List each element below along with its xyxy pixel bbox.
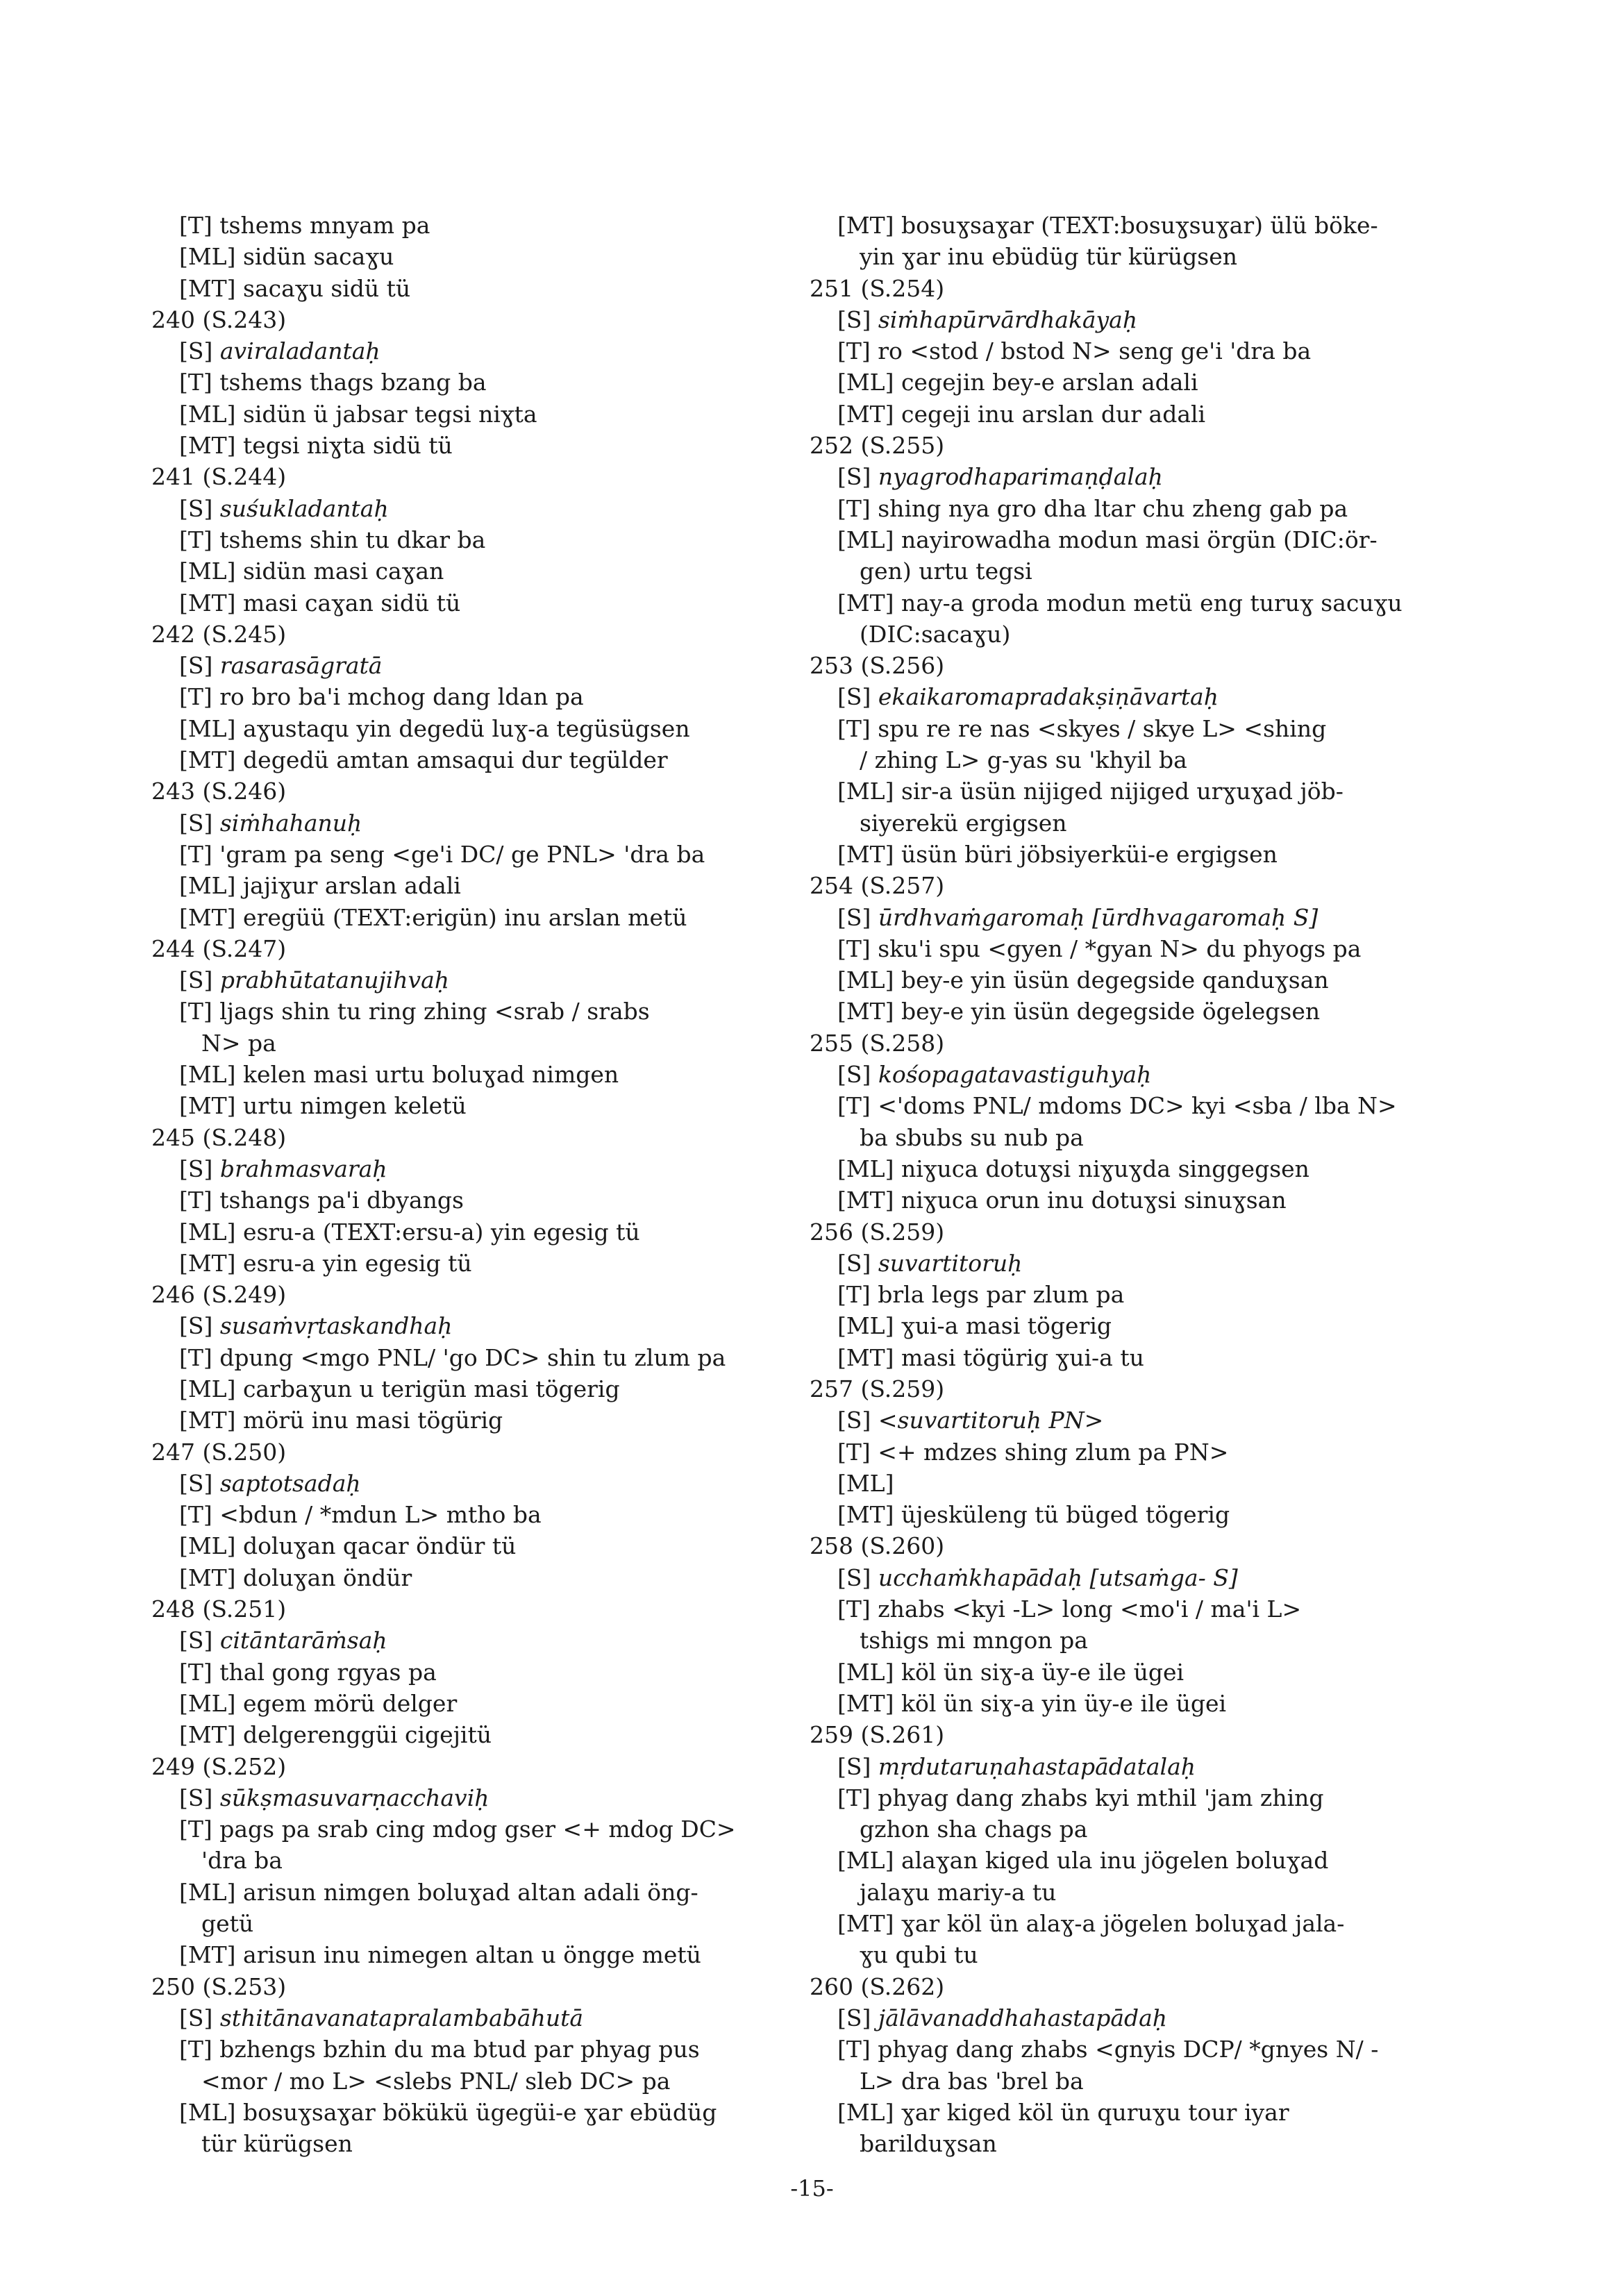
text-line: [MT] delgerenggüi cigejitü: [179, 1721, 492, 1749]
field-label: [S]: [179, 809, 220, 837]
text-line: [MT] mörü inu masi tögürig: [179, 1407, 503, 1434]
text-line: [MT] masi caɣan sidü tü: [179, 589, 461, 617]
entry-number-line: 257 (S.259): [810, 1375, 945, 1402]
text-line: [ML] alaɣan kiged ula inu jögelen boluɣad: [837, 1847, 1329, 1875]
text-line: [MT] köl ün siɣ-a yin üy-e ile ügei: [837, 1689, 1227, 1717]
sanskrit-term: jālāvanaddhahastapādaḥ: [878, 2004, 1168, 2031]
text-line: [151, 493, 818, 524]
text-line: ba sbubs su nub pa: [860, 1123, 1084, 1151]
text-line: [T] shing nya gro dha ltar chu zheng gab pa: [837, 494, 1348, 522]
text-line: tshigs mi mngon pa: [860, 1627, 1088, 1654]
text-line: [151, 650, 818, 681]
text-line: [T] <+ mdzes shing zlum pa PN>: [837, 1438, 1229, 1466]
text-line: [T] ro bro ba'i mchog dang ldan pa: [179, 683, 584, 711]
text-line: [MT] urtu nimgen keletü: [179, 1092, 467, 1120]
text-line: [ML] egem mörü delger: [179, 1689, 458, 1717]
text-line: [151, 335, 818, 367]
text-line: [T] 'gram pa seng <ge'i DC/ ge PNL> 'dra ba: [179, 840, 705, 868]
text-line: [ML] bey-e yin üsün degegside qanduɣsan: [837, 966, 1329, 994]
text-line: [151, 807, 818, 839]
text-line: [MT] bey-e yin üsün degegside ögelegsen: [837, 998, 1321, 1025]
text-line: [ML] aɣustaqu yin degedü luɣ-a tegüsügsen: [179, 714, 690, 742]
sanskrit-term: siṁhapūrvārdhakāyaḥ: [878, 305, 1138, 333]
text-line: [ML] carbaɣun u terigün masi tögerig: [179, 1375, 620, 1402]
entry-number-line: 259 (S.261): [810, 1721, 945, 1749]
text-line: [T] spu re re nas <skyes / skye L> <shing: [837, 714, 1327, 742]
text-line: 'dra ba: [201, 1847, 283, 1875]
text-line: [MT] niɣuca orun inu dotuɣsi sinuɣsan: [837, 1187, 1287, 1214]
field-label: [S]: [179, 1469, 220, 1497]
sanskrit-term: prabhūtatanujihvaḥ: [219, 966, 450, 994]
field-label: [S]: [179, 966, 220, 994]
text-line: [MT] esru-a yin egesig tü: [179, 1249, 472, 1277]
sanskrit-term: ūrdhvaṁgaromaḥ [ūrdhvagaromaḥ S]: [878, 903, 1319, 931]
field-label: [S]: [837, 463, 878, 491]
text-line: / zhing L> g-yas su 'khyil ba: [860, 746, 1187, 774]
text-line: [T] pags pa srab cing mdog gser <+ mdog DC>: [179, 1816, 736, 1843]
text-line: [151, 964, 818, 996]
entry-number-line: 250 (S.253): [151, 1972, 287, 2000]
entry-number-line: 245 (S.248): [151, 1123, 287, 1151]
text-line: [T] <bdun / *mdun L> mtho ba: [179, 1501, 542, 1529]
text-line: yin ɣar inu ebüdüg tür kürügsen: [860, 243, 1238, 271]
text-line: barilduɣsan: [860, 2130, 997, 2158]
text-line: [T] zhabs <kyi -L> long <mo'i / ma'i L>: [837, 1595, 1302, 1623]
entry-number-line: 246 (S.249): [151, 1281, 287, 1309]
text-line: (DIC:sacaɣu): [860, 620, 1011, 648]
right-column: [810, 210, 1476, 2159]
field-label: [S]: [837, 1752, 878, 1780]
text-line: [T] dpung <mgo PNL/ 'go DC> shin tu zlum pa: [179, 1343, 726, 1371]
field-label: [S]: [837, 305, 878, 333]
page-number: -15-: [790, 2175, 834, 2202]
sanskrit-term: suvartitoruḥ: [878, 1249, 1023, 1277]
text-line: [151, 1310, 818, 1341]
text-line: [T] tshems mnyam pa: [179, 212, 430, 239]
text-line: [MT] nay-a groda modun metü eng turuɣ sacuɣu: [837, 589, 1403, 617]
entry-number-line: 256 (S.259): [810, 1218, 945, 1246]
field-label: [S]: [179, 1312, 220, 1340]
entry-number-line: 244 (S.247): [151, 935, 287, 962]
text-line: [810, 2002, 1476, 2034]
sanskrit-term: kośopagatavastiguhyaḥ: [878, 1061, 1152, 1089]
field-label: [S]: [837, 1407, 878, 1434]
entry-number-line: 258 (S.260): [810, 1532, 945, 1560]
sanskrit-term: ucchaṁkhapādaḥ [utsaṁga- S]: [878, 1564, 1238, 1591]
text-line: N> pa: [201, 1029, 276, 1057]
text-line: [T] ro <stod / bstod N> seng ge'i 'dra ba: [837, 337, 1312, 365]
text-line: [MT] masi tögürig ɣui-a tu: [837, 1343, 1144, 1371]
text-line: siyerekü ergigsen: [860, 809, 1067, 837]
text-line: [151, 1625, 818, 1656]
text-line: [T] bzhengs bzhin du ma btud par phyag pus: [179, 2036, 700, 2063]
text-line: [810, 1248, 1476, 1279]
text-line: [ML] doluɣan qacar öndür tü: [179, 1532, 517, 1560]
text-line: getü: [201, 1910, 254, 1938]
sanskrit-term: citāntarāṁsaḥ: [219, 1627, 387, 1654]
text-line: [151, 1468, 818, 1499]
left-column: [151, 210, 818, 2159]
entry-number-line: 251 (S.254): [810, 274, 945, 302]
sanskrit-term: sthitānavanatapralambabāhutā: [219, 2004, 584, 2031]
text-line: [810, 1405, 1476, 1436]
entry-number-line: 240 (S.243): [151, 305, 287, 333]
entry-number-line: 247 (S.250): [151, 1438, 287, 1466]
field-label: [S]: [837, 1564, 878, 1591]
entry-number-line: 254 (S.257): [810, 872, 945, 900]
entry-number-line: 241 (S.244): [151, 463, 287, 491]
field-label: [S]: [179, 652, 220, 680]
text-line: [ML]: [837, 1469, 894, 1497]
entry-number-line: 243 (S.246): [151, 778, 287, 805]
sanskrit-term: brahmasvaraḥ: [219, 1155, 387, 1182]
text-line: [T] brla legs par zlum pa: [837, 1281, 1125, 1309]
field-label: [S]: [179, 337, 220, 365]
field-label: [S]: [179, 1155, 220, 1182]
text-line: <mor / mo L> <slebs PNL/ sleb DC> pa: [201, 2067, 671, 2095]
sanskrit-term: saptotsadaḥ: [219, 1469, 361, 1497]
text-line: [ML] sidün ü jabsar tegsi niɣta: [179, 400, 537, 428]
field-label: [S]: [179, 494, 220, 522]
text-line: [T] phyag dang zhabs <gnyis DCP/ *gnyes N/ -: [837, 2036, 1379, 2063]
text-line: [MT] üjesküleng tü büged tögerig: [837, 1501, 1230, 1529]
text-line: [810, 304, 1476, 335]
text-line: [MT] cegeji inu arslan dur adali: [837, 400, 1206, 428]
text-line: L> dra bas 'brel ba: [860, 2067, 1084, 2095]
text-line: tür kürügsen: [201, 2130, 353, 2158]
text-line: [810, 1562, 1476, 1593]
text-line: jalaɣu mariy-a tu: [860, 1878, 1057, 1906]
text-line: [T] tshems shin tu dkar ba: [179, 526, 486, 553]
text-line: [810, 1059, 1476, 1090]
sanskrit-term: mṛdutaruṇahastapādatalaḥ: [878, 1752, 1196, 1780]
text-line: [810, 461, 1476, 492]
entry-number-line: 248 (S.251): [151, 1595, 287, 1623]
entry-number-line: 252 (S.255): [810, 432, 945, 460]
sanskrit-term: <suvartitoruḥ PN>: [878, 1407, 1104, 1434]
text-line: [ML] bosuɣsaɣar bökükü ügegüi-e ɣar ebüdüg: [179, 2098, 717, 2126]
text-line: [ML] sidün masi caɣan: [179, 558, 444, 585]
entry-number-line: 255 (S.258): [810, 1029, 945, 1057]
entry-number-line: 260 (S.262): [810, 1972, 945, 2000]
text-line: [151, 1153, 818, 1184]
sanskrit-term: susaṁvṛtaskandhaḥ: [219, 1312, 453, 1340]
sanskrit-term: siṁhahanuḥ: [219, 809, 362, 837]
text-line: gen) urtu tegsi: [860, 558, 1032, 585]
entry-number-line: 242 (S.245): [151, 620, 287, 648]
text-line: [T] thal gong rgyas pa: [179, 1658, 437, 1686]
text-line: [ML] jajiɣur arslan adali: [179, 872, 461, 900]
text-line: [MT] doluɣan öndür: [179, 1564, 412, 1591]
text-line: [ML] ɣar kiged köl ün quruɣu tour iyar: [837, 2098, 1289, 2126]
text-line: [ML] köl ün siɣ-a üy-e ile ügei: [837, 1658, 1184, 1686]
text-line: [MT] ɣar köl ün alaɣ-a jögelen boluɣad jala-: [837, 1910, 1345, 1938]
text-line: [MT] üsün büri jöbsiyerküi-e ergigsen: [837, 840, 1278, 868]
field-label: [S]: [837, 903, 878, 931]
text-line: [T] ljags shin tu ring zhing <srab / srabs: [179, 998, 650, 1025]
text-line: [T] tshangs pa'i dbyangs: [179, 1187, 464, 1214]
text-line: [T] sku'i spu <gyen / *gyan N> du phyogs pa: [837, 935, 1362, 962]
text-line: gzhon sha chags pa: [860, 1816, 1088, 1843]
text-line: [810, 681, 1476, 712]
text-line: [ML] sir-a üsün nijiged nijiged urɣuɣad jöb-: [837, 778, 1343, 805]
text-line: [MT] tegsi niɣta sidü tü: [179, 432, 453, 460]
sanskrit-term: nyagrodhaparimaṇḍalaḥ: [878, 463, 1163, 491]
sanskrit-term: rasarasāgratā: [219, 652, 383, 680]
field-label: [S]: [179, 1627, 220, 1654]
text-line: [ML] arisun nimgen boluɣad altan adali öng-: [179, 1878, 698, 1906]
text-line: [ML] ɣui-a masi tögerig: [837, 1312, 1112, 1340]
entry-number-line: 253 (S.256): [810, 652, 945, 680]
field-label: [S]: [837, 683, 878, 711]
text-line: [MT] eregüü (TEXT:erigün) inu arslan metü: [179, 903, 687, 931]
text-line: [MT] arisun inu nimegen altan u öngge metü: [179, 1941, 701, 1969]
text-line: [ML] sidün sacaɣu: [179, 243, 394, 271]
sanskrit-term: ekaikaromapradakṣiṇāvartaḥ: [878, 683, 1219, 711]
text-line: ɣu qubi tu: [860, 1941, 978, 1969]
text-line: [151, 2002, 818, 2034]
sanskrit-term: suśukladantaḥ: [219, 494, 389, 522]
text-line: [810, 902, 1476, 933]
text-line: [T] phyag dang zhabs kyi mthil 'jam zhing: [837, 1784, 1324, 1811]
text-line: [810, 1751, 1476, 1782]
text-line: [T] <'doms PNL/ mdoms DC> kyi <sba / lba N>: [837, 1092, 1397, 1120]
field-label: [S]: [179, 1784, 220, 1811]
text-line: [MT] sacaɣu sidü tü: [179, 274, 411, 302]
text-line: [ML] kelen masi urtu boluɣad nimgen: [179, 1061, 619, 1089]
text-line: [ML] cegejin bey-e arslan adali: [837, 369, 1198, 396]
field-label: [S]: [837, 1061, 878, 1089]
text-line: [ML] esru-a (TEXT:ersu-a) yin egesig tü: [179, 1218, 640, 1246]
text-line: [MT] bosuɣsaɣar (TEXT:bosuɣsuɣar) ülü böke-: [837, 212, 1378, 239]
text-line: [MT] degedü amtan amsaqui dur tegülder: [179, 746, 668, 774]
text-line: [ML] niɣuca dotuɣsi niɣuɣda singgegsen: [837, 1155, 1309, 1182]
text-line: [151, 1782, 818, 1813]
text-line: [T] tshems thags bzang ba: [179, 369, 487, 396]
field-label: [S]: [837, 1249, 878, 1277]
sanskrit-term: sūkṣmasuvarṇacchaviḥ: [219, 1784, 489, 1811]
entry-number-line: 249 (S.252): [151, 1752, 287, 1780]
text-line: [ML] nayirowadha modun masi örgün (DIC:ör-: [837, 526, 1378, 553]
sanskrit-term: aviraladantaḥ: [219, 337, 380, 365]
field-label: [S]: [837, 2004, 878, 2031]
field-label: [S]: [179, 2004, 220, 2031]
